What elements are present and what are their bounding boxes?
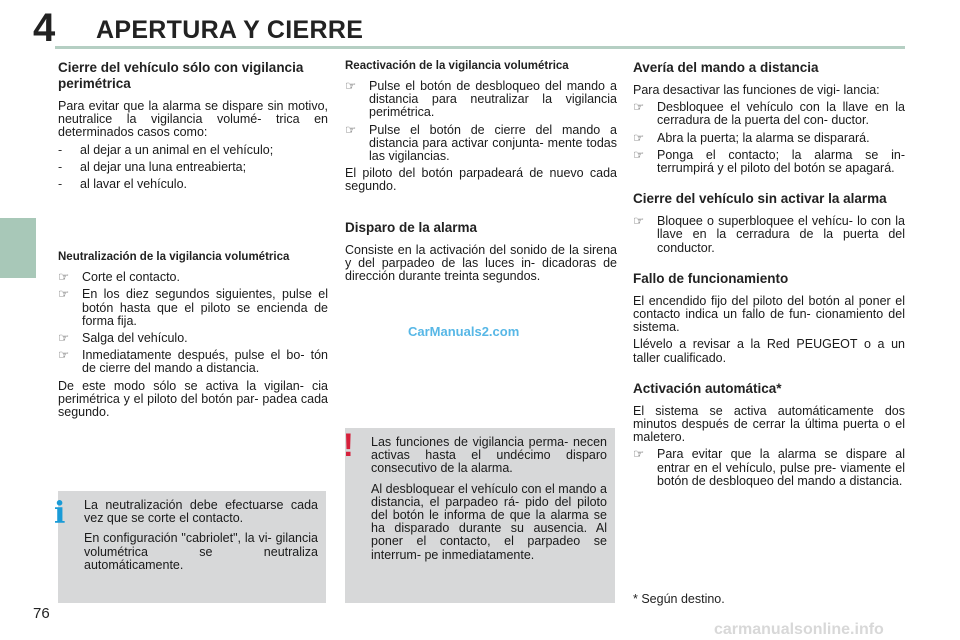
auto-activation-body: El sistema se activa automáticamente dos minutos después de cerrar la última puerta o el maletero. [633,403,905,445]
dash-bullet: - [58,159,63,174]
section-title-neutralization: Neutralización de la vigilancia volumétrica [58,251,290,264]
list-item: ☞ Ponga el contacto; la alarma se in- terrumpirá y el piloto del botón se apagará. [633,147,905,176]
reactivation-steps [345,80,617,163]
lock-without-alarm-steps [633,215,905,255]
warning-box [345,428,615,603]
remote-failure-steps [633,101,905,175]
list-item: - al dejar una luna entreabierta; [58,159,247,174]
chapter-number: 4 [33,6,56,50]
auto-activation-steps [633,448,905,488]
alarm-trigger-body: Consiste en la activación del sonido de la sirena y del parpadeo de las luces in- dicadoras de dirección durante treinta segundos. [345,242,617,284]
list-item: ☞ Corte el contacto. [58,270,180,285]
dash-bullet: - [58,177,63,192]
warning-exclamation-icon: ! [343,427,354,463]
list-item: ☞ Abra la puerta; la alarma se disparará. [633,130,870,145]
perimeter-intro: Para evitar que la alarma se dispare sin motivo, neutralice la vigilancia volumé- trica en determinados casos como: [58,99,328,140]
info-text-2: En configuración "cabriolet", la vi- gilancia volumétrica se neutraliza automáticamente. [84,531,318,572]
info-icon: i [54,496,66,531]
list-item: ☞ Pulse el botón de desbloqueo del mando a distancia para neutralizar la vigilancia perimétrica. [345,79,617,120]
section-title-lock-without-alarm: Cierre del vehículo sin activar la alarma [633,191,887,207]
section-title-auto-activation: Activación automática* [633,380,782,396]
remote-failure-intro: Para desactivar las funciones de vigi- lancia: [633,83,880,97]
watermark-carmanuals2: CarManuals2.com [408,324,520,339]
list-item: ☞ Salga del vehículo. [58,331,188,346]
pointing-hand-icon: ☞ [345,79,357,93]
chapter-title: APERTURA Y CIERRE [96,16,364,44]
list-item: ☞ Desbloquee el vehículo con la llave en la cerradura de la puerta del con- ductor. [633,100,905,128]
list-item: ☞ Pulse el botón de cierre del mando a distancia para activar conjunta- mente todas las vigilancias. [345,122,617,164]
pointing-hand-icon: ☞ [58,348,70,363]
dash-bullet: - [58,142,63,157]
pointing-hand-icon: ☞ [633,447,645,462]
pointing-hand-icon: ☞ [633,147,645,162]
info-text-1: La neutralización debe efectuarse cada vez que se corte el contacto. [84,498,318,526]
pointing-hand-icon: ☞ [633,130,645,145]
list-item: - al dejar a un animal en el vehículo; [58,142,274,157]
pointing-hand-icon: ☞ [58,331,70,346]
perimeter-cases-list [58,144,328,192]
section-title-malfunction: Fallo de funcionamiento [633,270,789,286]
column-right [633,60,905,492]
pointing-hand-icon: ☞ [633,214,645,229]
reactivation-outro: El piloto del botón parpadeará de nuevo cada segundo. [345,166,617,194]
column-left [58,60,328,423]
pointing-hand-icon: ☞ [58,270,70,285]
section-title-alarm-trigger: Disparo de la alarma [345,219,478,235]
section-title-reactivation: Reactivación de la vigilancia volumétrica [345,60,569,72]
list-item: ☞ En los diez segundos siguientes, pulse el botón hasta que el piloto se encienda de forma fija. [58,287,328,328]
section-title-remote-failure: Avería del mando a distancia [633,60,819,75]
list-item: ☞ Bloquee o superbloquee el vehícu- lo con la llave en la cerradura de la puerta del conductor. [633,214,905,255]
neutralization-steps [58,271,328,375]
page-number: 76 [33,605,50,622]
chapter-side-tab [0,218,36,278]
list-item: ☞ Para evitar que la alarma se dispare al entrar en el vehículo, pulse pre- viamente el botón de desbloqueo del mando a distancia. [633,447,905,488]
malfunction-text-2: Llévelo a revisar a la Red PEUGEOT o a un taller cualificado. [633,337,905,365]
pointing-hand-icon: ☞ [345,122,357,137]
section-title-perimeter-lock: Cierre del vehículo sólo con vigilancia perimétrica [58,60,304,91]
pointing-hand-icon: ☞ [633,100,645,115]
pointing-hand-icon: ☞ [58,287,70,302]
neutralization-outro: De este modo sólo se activa la vigilan- cia perimétrica y el piloto del botón par- padea cada segundo. [58,378,328,420]
warning-text-1: Las funciones de vigilancia perma- necen activas hasta el undécimo disparo consecutivo de la alarma. [371,435,607,476]
watermark-carmanualsonline: carmanualsonline.info [714,621,884,638]
list-item: ☞ Inmediatamente después, pulse el bo- tón de cierre del mando a distancia. [58,348,328,376]
info-box [58,491,326,603]
list-item: - al lavar el vehículo. [58,177,188,192]
header-divider [55,46,905,49]
malfunction-text-1: El encendido fijo del piloto del botón al poner el contacto indica un fallo de fun- cionamiento del sistema. [633,293,905,335]
footnote: * Según destino. [633,592,725,606]
column-middle [345,60,617,287]
warning-text-2: Al desbloquear el vehículo con el mando a distancia, el parpadeo rá- pido del piloto del botón le informa de que la alarma se ha disparado durante su ausencia. Al poner el contacto, el parpadeo se interrum- pe inmediatamente. [371,481,607,562]
